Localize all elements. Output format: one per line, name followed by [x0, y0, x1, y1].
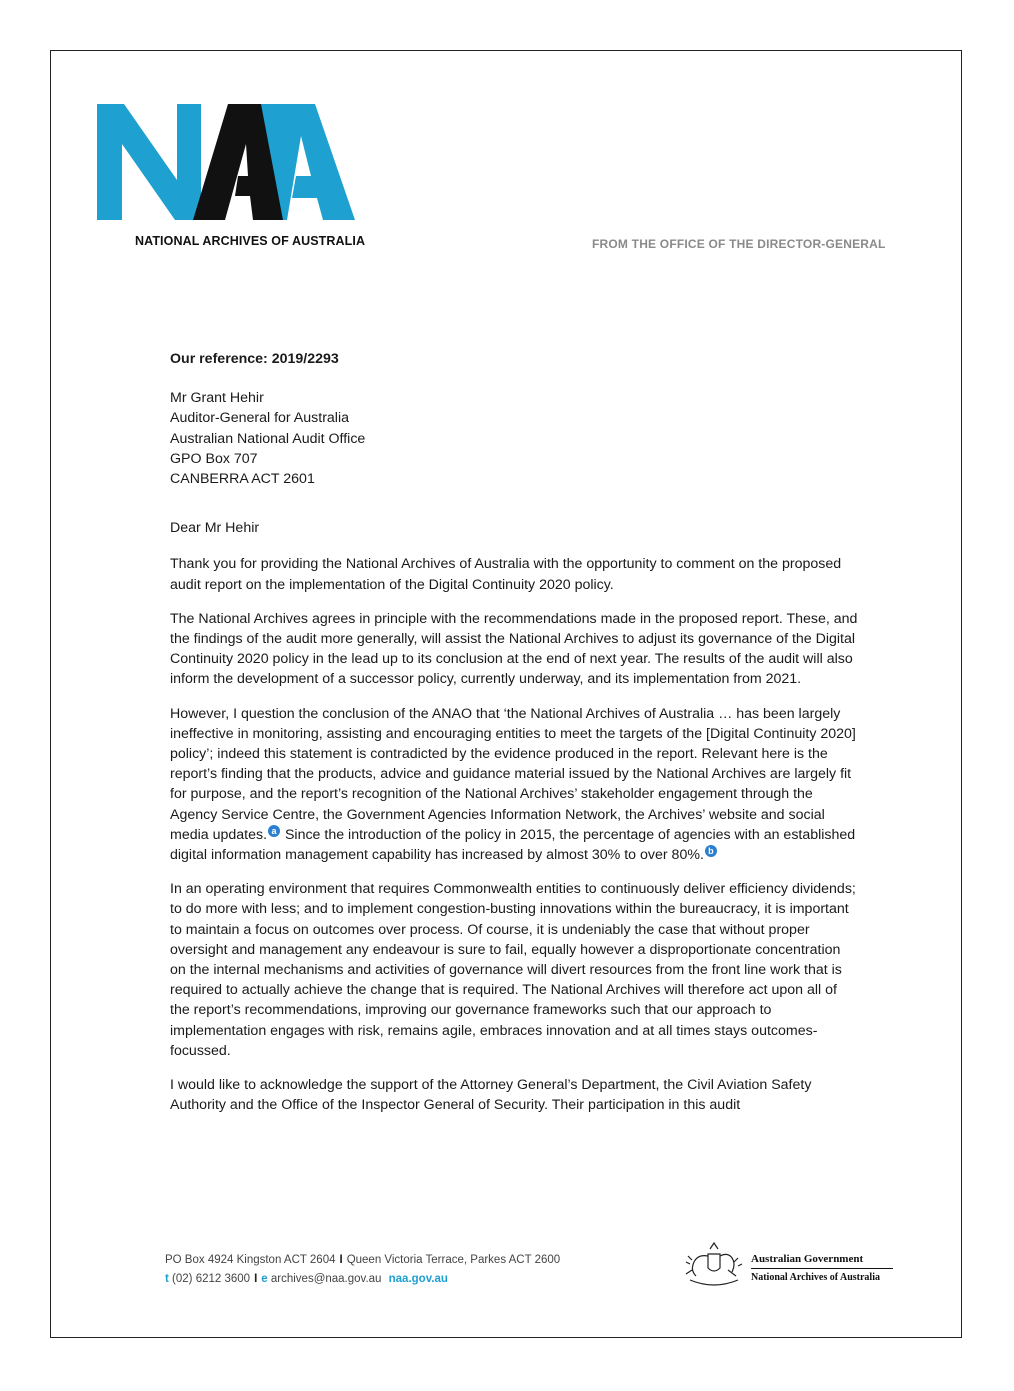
address-line: CANBERRA ACT 2601 [170, 471, 315, 488]
logo-letter-n [97, 104, 201, 220]
naa-logo [97, 104, 395, 220]
salutation: Dear Mr Hehir [170, 520, 260, 537]
paragraph-5: I would like to acknowledge the support of the Attorney General’s Department, the Civil Aviation Safety Authority and the Office of the Inspector General of Security. Their participation in this audit [170, 1077, 812, 1114]
reference-number: Our reference: 2019/2293 [170, 351, 339, 367]
footer-website[interactable]: naa.gov.au [388, 1273, 448, 1285]
footer-separator: I [254, 1273, 258, 1285]
footer-contact [165, 1273, 448, 1285]
paragraph-3-part-1: However, I question the conclusion of the ANAO that ‘the National Archives of Australia … has been largely ineffective in monitoring, assisting and encouraging entities to meet the targets of the [Digital Continuity 2020] policy’; indeed this statement is contradicted by the evidence produced in the report. Relevant here is the report’s finding that the products, advice and guidance material issued by the National Archives are largely fit for purpose, and the report’s recognition of the National Archives’ stakeholder engagement through the Agency Service Centre, the Government Agencies Information Network, the Archives’ website and social media updates. [170, 705, 856, 843]
footer-po-box: PO Box 4924 Kingston ACT 2604 [165, 1254, 336, 1266]
footer-email[interactable]: archives@naa.gov.au [270, 1273, 382, 1285]
paragraph-4: In an operating environment that requires Commonwealth entities to continuously deliver efficiency dividends; to do more with less; and to implement congestion-busting innovations within the bureaucracy, it is important to maintain a focus on outcomes over process. Of course, it is undeniably the case that without proper oversight and management any endeavour is sure to fail, equally however a disproportionate concentration on the internal mechanisms and activities of governance will divert resources from the front line work that is required to actually achieve the change that is required. The National Archives will therefore act upon all of the report’s recommendations, improving our governance frameworks such that our approach to implementation engages with risk, remains agile, embraces innovation and at all times stays outcomes-focussed. [170, 881, 856, 1059]
gov-title: Australian Government [751, 1253, 864, 1265]
paragraph-3 [170, 704, 860, 866]
paragraph-1: Thank you for providing the National Archives of Australia with the opportunity to comment on the proposed audit report on the implementation of the Digital Continuity 2020 policy. [170, 556, 842, 593]
address-line: Mr Grant Hehir [170, 390, 264, 407]
note-marker-a[interactable]: a [268, 825, 280, 837]
address-line: Australian National Audit Office [170, 430, 366, 447]
note-marker-b[interactable]: b [705, 845, 717, 857]
footer-separator: I [339, 1254, 343, 1266]
paragraph-2: The National Archives agrees in principle with the recommendations made in the proposed report. These, and the findings of the audit more generally, will assist the National Archives to adjust its governance of the Digital Continuity 2020 policy in the lead up to its conclusion at the end of next year. The results of the audit will also inform the development of a successor policy, currently underway, and its implementation from 2021. [170, 610, 858, 688]
gov-divider [751, 1268, 893, 1269]
phone-label: t [165, 1273, 169, 1285]
address-line: GPO Box 707 [170, 450, 258, 467]
coat-of-arms-icon [682, 1240, 746, 1288]
address-line: Auditor-General for Australia [170, 410, 350, 427]
letter-body [170, 349, 860, 1130]
gov-subtitle: National Archives of Australia [751, 1272, 880, 1283]
footer-address [165, 1254, 560, 1266]
recipient-address [170, 388, 860, 489]
office-heading: FROM THE OFFICE OF THE DIRECTOR-GENERAL [592, 237, 886, 251]
footer-street: Queen Victoria Terrace, Parkes ACT 2600 [346, 1254, 561, 1266]
logo-subtitle: NATIONAL ARCHIVES OF AUSTRALIA [135, 234, 366, 248]
email-label: e [261, 1273, 268, 1285]
footer-phone: (02) 6212 3600 [172, 1273, 251, 1285]
paragraph-3-part-2: Since the introduction of the policy in 2015, the percentage of agencies with an established digital information management capability has increased by almost 30% to over 80%. [170, 826, 856, 864]
